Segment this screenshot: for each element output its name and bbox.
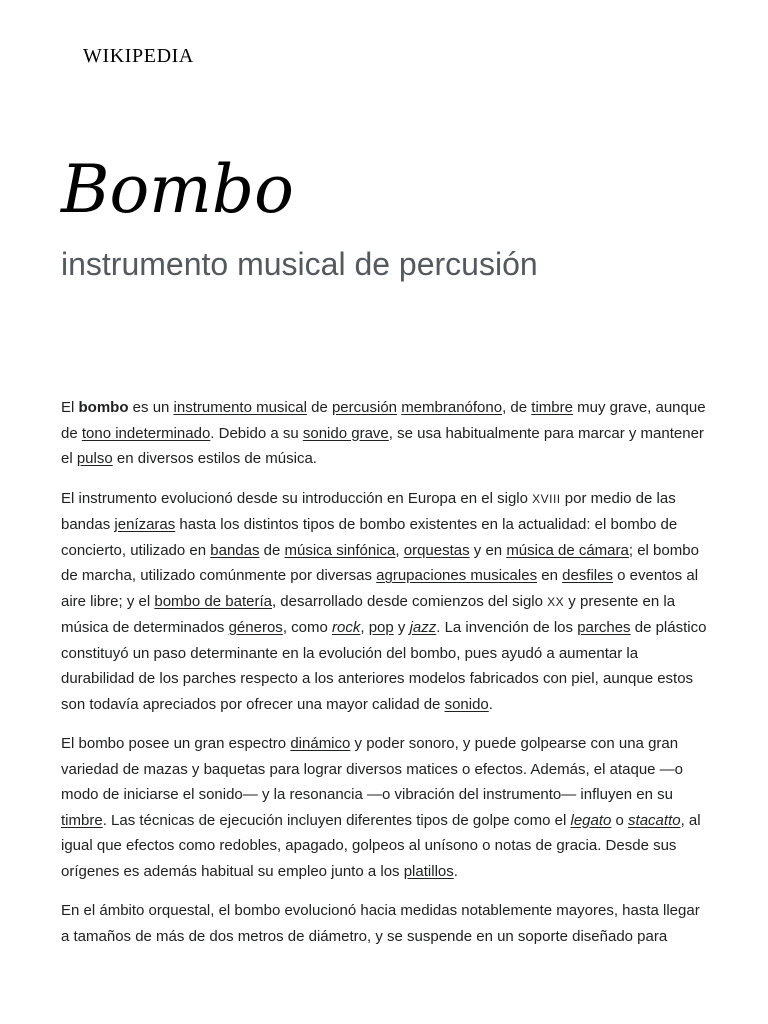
text: , como (282, 619, 332, 636)
link-sonido[interactable]: sonido (444, 695, 489, 713)
text: . Las técnicas de ejecución incluyen diferentes tipos de golpe como el (102, 811, 571, 829)
text: , desarrollado desde comienzos del siglo (271, 592, 548, 610)
paragraph-3 (61, 731, 709, 884)
link-timbre[interactable]: timbre (531, 399, 573, 416)
paragraph-4 (61, 898, 709, 949)
text: El bombo posee un gran espectro (61, 735, 291, 752)
text: por medio de las (560, 489, 676, 507)
link-pulso[interactable]: pulso (76, 450, 113, 467)
text: ; el bombo (628, 541, 699, 559)
link-pop[interactable]: pop (368, 619, 394, 636)
text: . La invención de los (436, 619, 578, 636)
link-jazz[interactable]: jazz (409, 619, 437, 636)
text: El (61, 399, 79, 416)
link-parches[interactable]: parches (577, 619, 631, 636)
text: de (61, 424, 82, 442)
link-percusion[interactable]: percusión (331, 399, 398, 416)
text: en (537, 567, 563, 584)
text: a tamaños de más de dos metros de diámetro, y se suspende en un soporte diseñado para (61, 927, 668, 945)
link-agrupaciones-musicales[interactable]: agrupaciones musicales (376, 567, 538, 584)
link-musica-de-camara[interactable]: música de cámara (506, 541, 629, 559)
text: , (395, 541, 404, 559)
text: hasta los distintos tipos de bombo existentes en la actualidad: el bombo de (175, 516, 678, 533)
text: son todavía apreciados por ofrecer una mayor calidad de (61, 695, 445, 713)
link-bombo-de-bateria[interactable]: bombo de batería (154, 592, 272, 610)
text: igual que efectos como redobles, apagado, golpeos al unísono o notas de gracia. Desde sus (61, 837, 677, 854)
link-sonido-grave[interactable]: sonido grave (302, 424, 389, 442)
link-timbre[interactable]: timbre (61, 811, 103, 829)
link-musica-sinfonica[interactable]: música sinfónica (284, 541, 396, 559)
text: , se usa habitualmente para marcar y mantener (388, 424, 704, 442)
century-numeral: XX (547, 594, 565, 609)
link-desfiles[interactable]: desfiles (562, 567, 613, 584)
link-generos[interactable]: géneros (228, 619, 283, 636)
text: . (488, 695, 493, 713)
text: o eventos al (612, 567, 699, 584)
link-dinamico[interactable]: dinámico (290, 735, 351, 752)
text: concierto, utilizado en (61, 541, 211, 559)
text: aire libre; y el (61, 592, 155, 610)
text: música de determinados (61, 619, 229, 636)
text: y poder sonoro, y puede golpearse con una gran (350, 735, 679, 752)
text: de (306, 399, 332, 416)
text: y presente en la (564, 592, 676, 610)
link-stacatto[interactable]: stacatto (628, 811, 681, 829)
text: , (360, 619, 369, 636)
text: y en (469, 541, 507, 559)
text: es un (128, 399, 174, 416)
link-jenizaras[interactable]: jenízaras (114, 516, 176, 533)
link-rock[interactable]: rock (332, 619, 361, 636)
text: en diversos estilos de música. (112, 450, 317, 467)
text: modo de iniciarse el sonido— y la resonancia —o vibración del instrumento— influyen en su (61, 786, 673, 803)
paragraph-2 (61, 486, 709, 718)
link-bandas[interactable]: bandas (210, 541, 260, 559)
text: variedad de mazas y baquetas para lograr diversos matices o efectos. Además, el ataque —o (61, 760, 684, 778)
text: En el ámbito orquestal, el bombo evolucionó hacia medidas notablemente mayores, hasta llegar (61, 902, 700, 919)
text: el (61, 450, 77, 467)
text: . Debido a su (210, 424, 303, 442)
link-platillos[interactable]: platillos (403, 862, 454, 880)
text: de (259, 541, 285, 559)
link-legato[interactable]: legato (570, 811, 612, 829)
bold-term: bombo (78, 399, 129, 416)
article-body (61, 395, 709, 963)
text: orígenes es además habitual su empleo junto a los (61, 862, 404, 880)
link-instrumento-musical[interactable]: instrumento musical (173, 399, 307, 416)
paragraph-1 (61, 395, 709, 472)
text: bandas (61, 516, 115, 533)
page-title: Bombo (61, 151, 294, 228)
text: El instrumento evolucionó desde su introducción en Europa en el siglo (61, 489, 533, 507)
text: de plástico (630, 619, 707, 636)
link-tono-indeterminado[interactable]: tono indeterminado (81, 424, 211, 442)
text: y (393, 619, 410, 636)
text: , al (680, 811, 701, 829)
text: constituyó un paso determinante en la evolución del bombo, pues ayudó a aumentar la (61, 644, 639, 662)
text: . (453, 862, 458, 880)
link-membranofono[interactable]: membranófono (401, 399, 503, 416)
page-subtitle: instrumento musical de percusión (61, 246, 538, 282)
text: durabilidad de los parches respecto a los anteriores modelos fabricados con piel, aunque estos (61, 670, 694, 687)
text: de marcha, utilizado comúnmente por diversas (61, 567, 377, 584)
text: o (611, 811, 629, 829)
text: , de (502, 399, 532, 416)
text: muy grave, aunque (572, 399, 706, 416)
wikipedia-logo[interactable]: WIKIPEDIA (83, 45, 194, 67)
century-numeral: XVIII (532, 491, 561, 506)
link-orquestas[interactable]: orquestas (403, 541, 470, 559)
